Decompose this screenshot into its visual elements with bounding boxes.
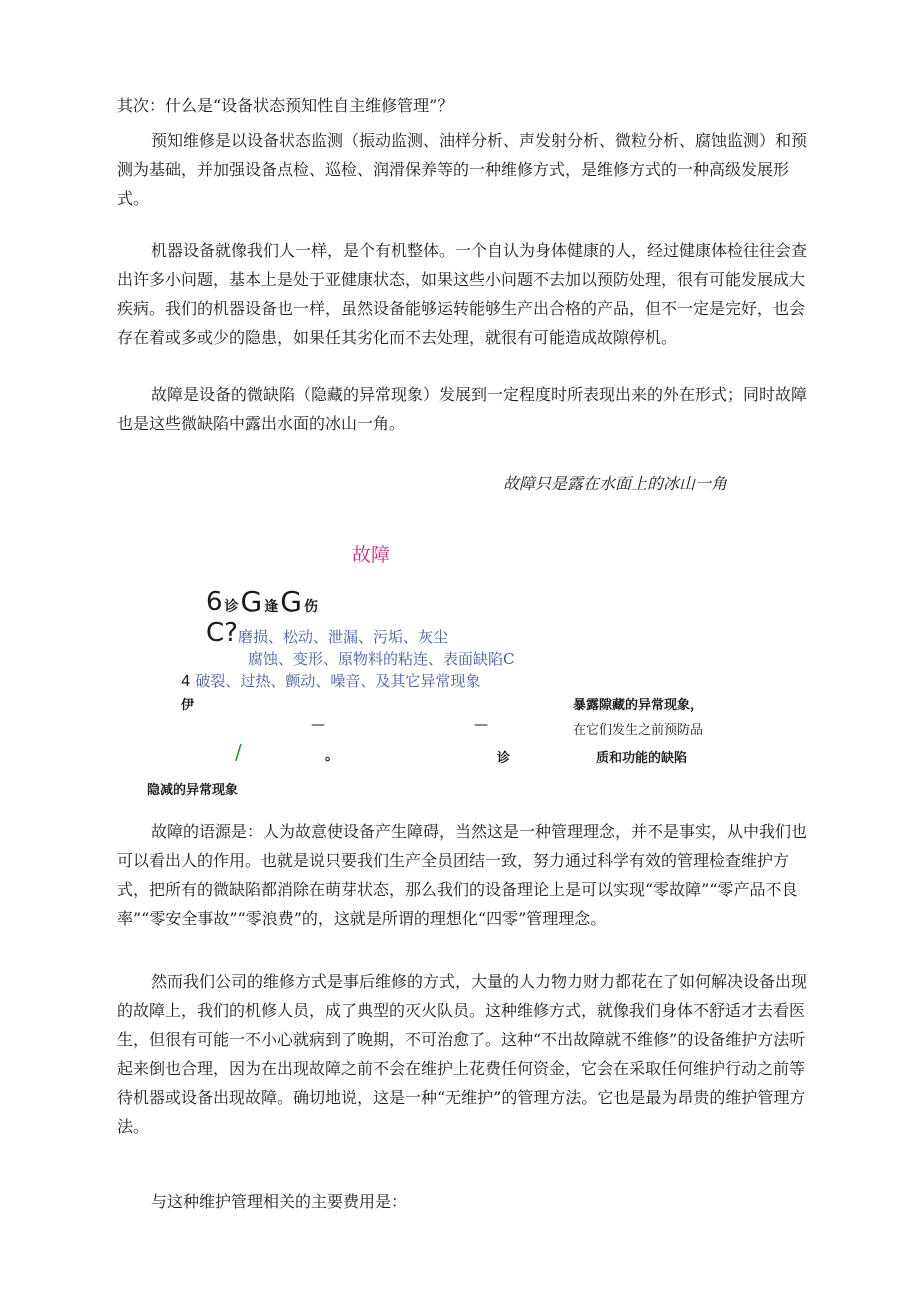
row1-char-2: G: [240, 585, 263, 618]
section-heading: 其次：什么是“设备状态预知性自主维修管理”？: [117, 96, 454, 115]
row4-text: 破裂、过热、颤动、噪音、及其它异常现象: [195, 672, 481, 690]
row1-char-4: G: [280, 585, 302, 618]
figure-row-1: [206, 587, 318, 617]
row2-prefix: C?: [206, 618, 238, 648]
label-hidden-anomalies: 隐减的异常现象: [147, 783, 239, 798]
row1-char-5: 伤: [303, 599, 318, 615]
dash-right: —: [474, 717, 488, 733]
row1-char-0: 6: [206, 587, 223, 617]
paragraph-fault-etymology: 故障的语源是：人为故意使设备产生障碍，当然这是一种管理理念，并不是事实，从中我们也可以看出人的作用。也就是说只要我们生产全员团结一致，努力通过科学有效的管理检查维护方式，把所有的微缺陷都消除在萌芽状态，那么我们的设备理论上是可以实现“零故障”“零产品不良率”“零安全事故”“零浪费”的，这就是所谓的理想化“四零”管理理念。: [117, 822, 808, 928]
paragraph-fault-definition: 故障是设备的微缺陷（隐藏的异常现象）发展到一定程度时所表现出来的外在形式；同时故障也是这些微缺陷中露出水面的冰山一角。: [117, 385, 808, 433]
figure-row-4: [181, 670, 480, 691]
row2-text: 磨损、松动、泄漏、污垢、灰尘: [237, 628, 448, 646]
row4-prefix: 4: [181, 672, 191, 690]
label-prevent-before: 在它们发生之前预防品: [573, 723, 704, 738]
label-zhen: 诊: [497, 751, 511, 766]
figure-caption: 故障只是露在水面上的冰山一角: [503, 474, 728, 493]
paragraph-machine-analogy: 机器设备就像我们人一样，是个有机整体。一个自认为身体健康的人，经过健康体检往往会查出许多小问题，基本上是处于亚健康状态，如果这些小问题不去加以预防处理，很有可能发展成大疾病。我们的机器设备也一样，虽然设备能够运转能够生产出合格的产品，但不一定是完好，也会存在着或多或少的隐患，如果任其劣化而不去处理，就很有可能造成故隙停机。: [117, 241, 808, 347]
label-dot: 。: [325, 748, 339, 764]
row1-char-3: 逢: [264, 599, 279, 615]
paragraph-predictive-maintenance: 预知维修是以设备状态监测（振动监测、油样分析、声发射分析、微粒分析、腐蚀监测）和预测为基础，并加强设备点检、巡检、润滑保养等的一种维修方式，是维修方式的一种高级发展形式。: [117, 131, 808, 208]
dash-left: —: [311, 717, 325, 733]
label-yi: 伊: [181, 698, 195, 713]
label-quality-defects: 质和功能的缺陷: [596, 751, 688, 766]
green-slash: /: [235, 740, 242, 764]
row3-text: 腐蚀、变形、原物料的粘连、表面缺陷C: [248, 650, 515, 668]
figure-row-2: [206, 618, 448, 648]
paragraph-reactive-maintenance: 然而我们公司的维修方式是事后维修的方式，大量的人力物力财力都花在了如何解决设备出现的故障上，我们的机修人员，成了典型的灭火队员。这种维修方式，就像我们身体不舒适才去看医生，但很有可能一不小心就病到了晚期，不可治愈了。这种“不出故障就不维修”的设备维护方法听起来倒也合理，因为在出现故障之前不会在维护上花费任何资金，它会在采取任何维护行动之前等待机器或设备出现故障。确切地说，这是一种“无维护”的管理方法。它也是最为昂贵的维护管理方法。: [117, 972, 808, 1136]
paragraph-main-costs: 与这种维护管理相关的主要费用是：: [151, 1192, 408, 1211]
label-expose-hidden: 暴露隙藏的异常现象，: [573, 698, 704, 713]
figure-title: 故障: [352, 544, 391, 566]
row1-char-1: 诊: [224, 599, 239, 615]
